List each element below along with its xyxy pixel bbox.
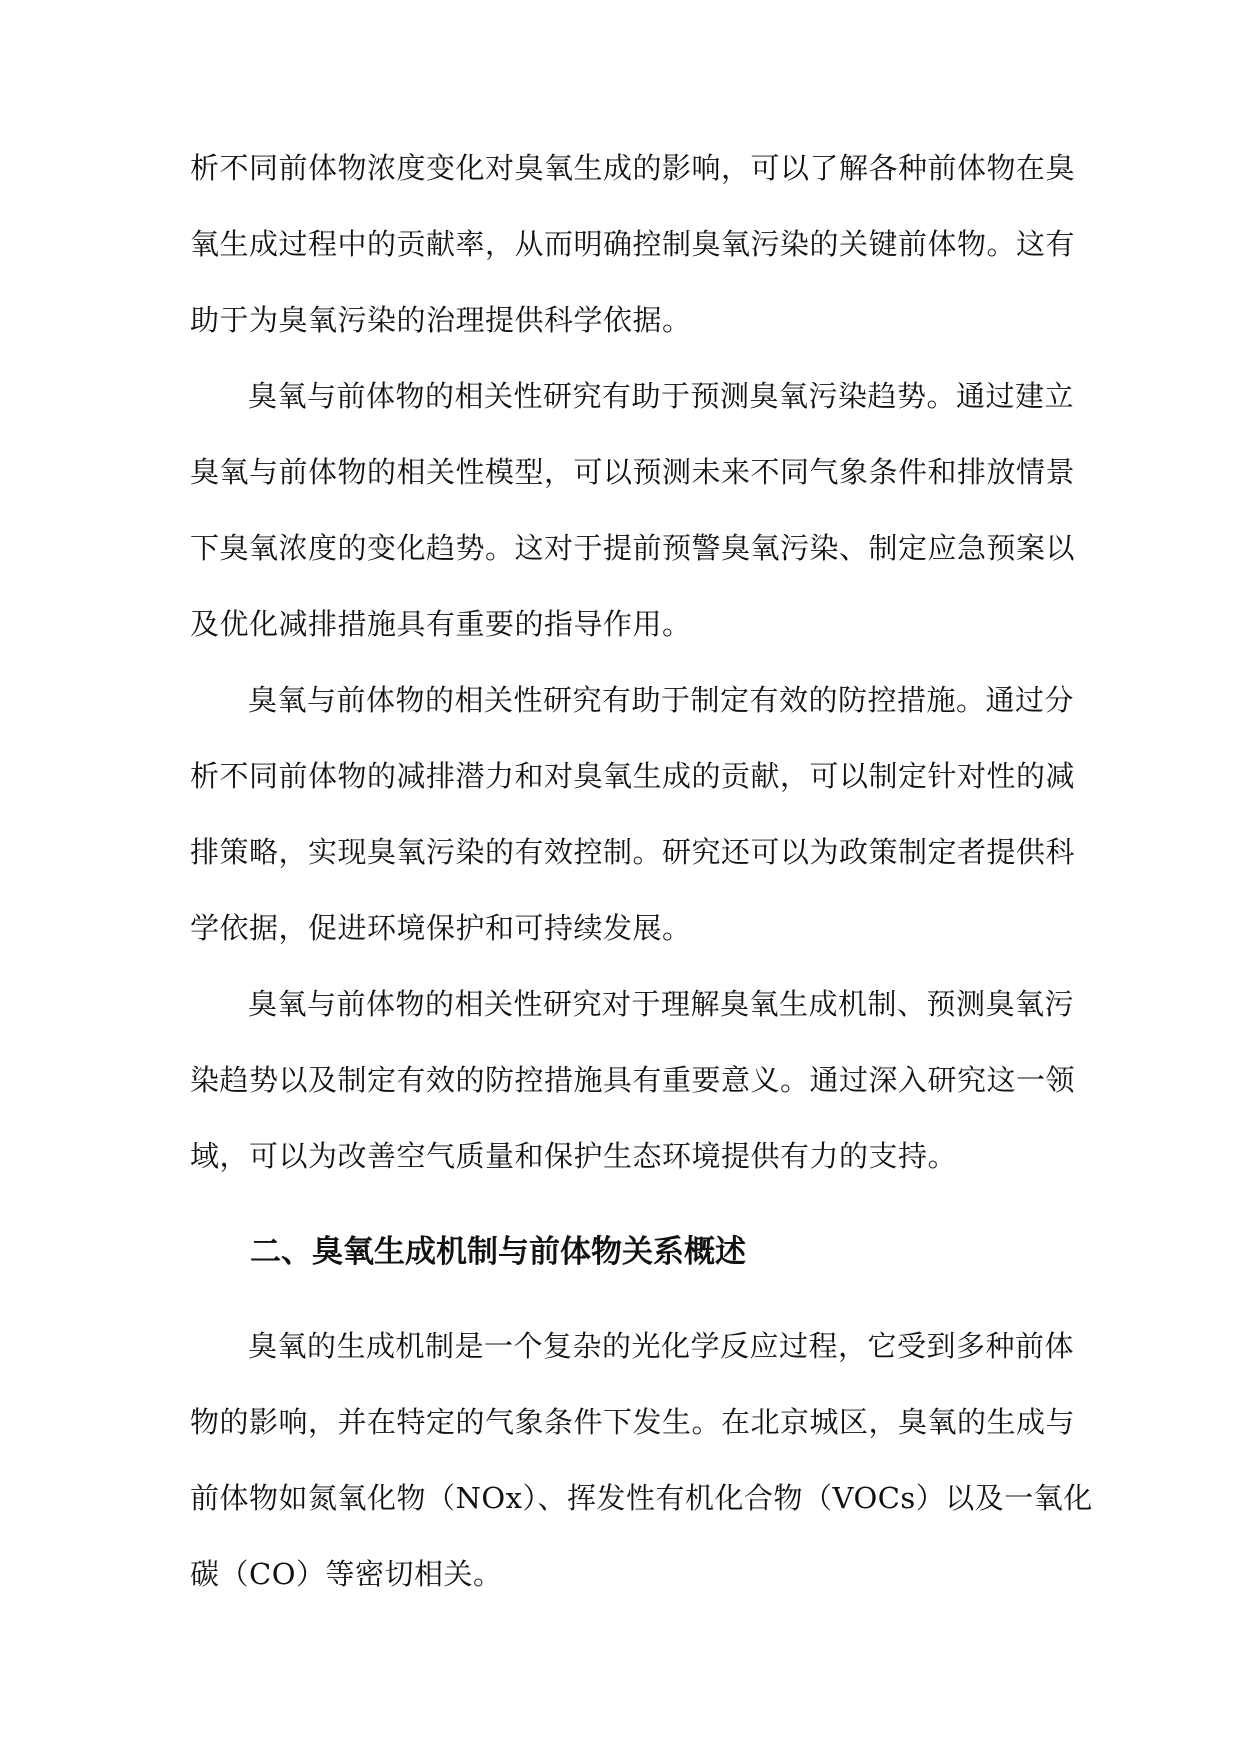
section-heading: 二、臭氧生成机制与前体物关系概述 <box>250 1234 746 1270</box>
paragraph-line: 氧生成过程中的贡献率，从而明确控制臭氧污染的关键前体物。这有 <box>190 227 1076 261</box>
paragraph-line: 前体物如氮氧化物（NOx）、挥发性有机化合物（VOCs）以及一氧化 <box>190 1481 1093 1515</box>
paragraph-line: 域，可以为改善空气质量和保护生态环境提供有力的支持。 <box>190 1139 958 1173</box>
paragraph-line: 碳（CO）等密切相关。 <box>190 1557 503 1591</box>
paragraph-line: 学依据，促进环境保护和可持续发展。 <box>190 911 692 945</box>
paragraph-line: 臭氧与前体物的相关性模型，可以预测未来不同气象条件和排放情景 <box>190 455 1076 489</box>
paragraph-line: 析不同前体物的减排潜力和对臭氧生成的贡献，可以制定针对性的减 <box>190 759 1076 793</box>
paragraph-line: 染趋势以及制定有效的防控措施具有重要意义。通过深入研究这一领 <box>190 1063 1076 1097</box>
paragraph-line: 助于为臭氧污染的治理提供科学依据。 <box>190 303 692 337</box>
paragraph-line: 排策略，实现臭氧污染的有效控制。研究还可以为政策制定者提供科 <box>190 835 1076 869</box>
paragraph-line: 臭氧的生成机制是一个复杂的光化学反应过程，它受到多种前体 <box>248 1329 1075 1363</box>
paragraph-line: 析不同前体物浓度变化对臭氧生成的影响，可以了解各种前体物在臭 <box>190 151 1076 185</box>
paragraph-line: 下臭氧浓度的变化趋势。这对于提前预警臭氧污染、制定应急预案以 <box>190 531 1076 565</box>
paragraph-line: 臭氧与前体物的相关性研究有助于预测臭氧污染趋势。通过建立 <box>248 379 1075 413</box>
paragraph-line: 物的影响，并在特定的气象条件下发生。在北京城区，臭氧的生成与 <box>190 1405 1076 1439</box>
paragraph-line: 及优化减排措施具有重要的指导作用。 <box>190 607 692 641</box>
paragraph-line: 臭氧与前体物的相关性研究有助于制定有效的防控措施。通过分 <box>248 683 1075 717</box>
paragraph-line: 臭氧与前体物的相关性研究对于理解臭氧生成机制、预测臭氧污 <box>248 987 1075 1021</box>
